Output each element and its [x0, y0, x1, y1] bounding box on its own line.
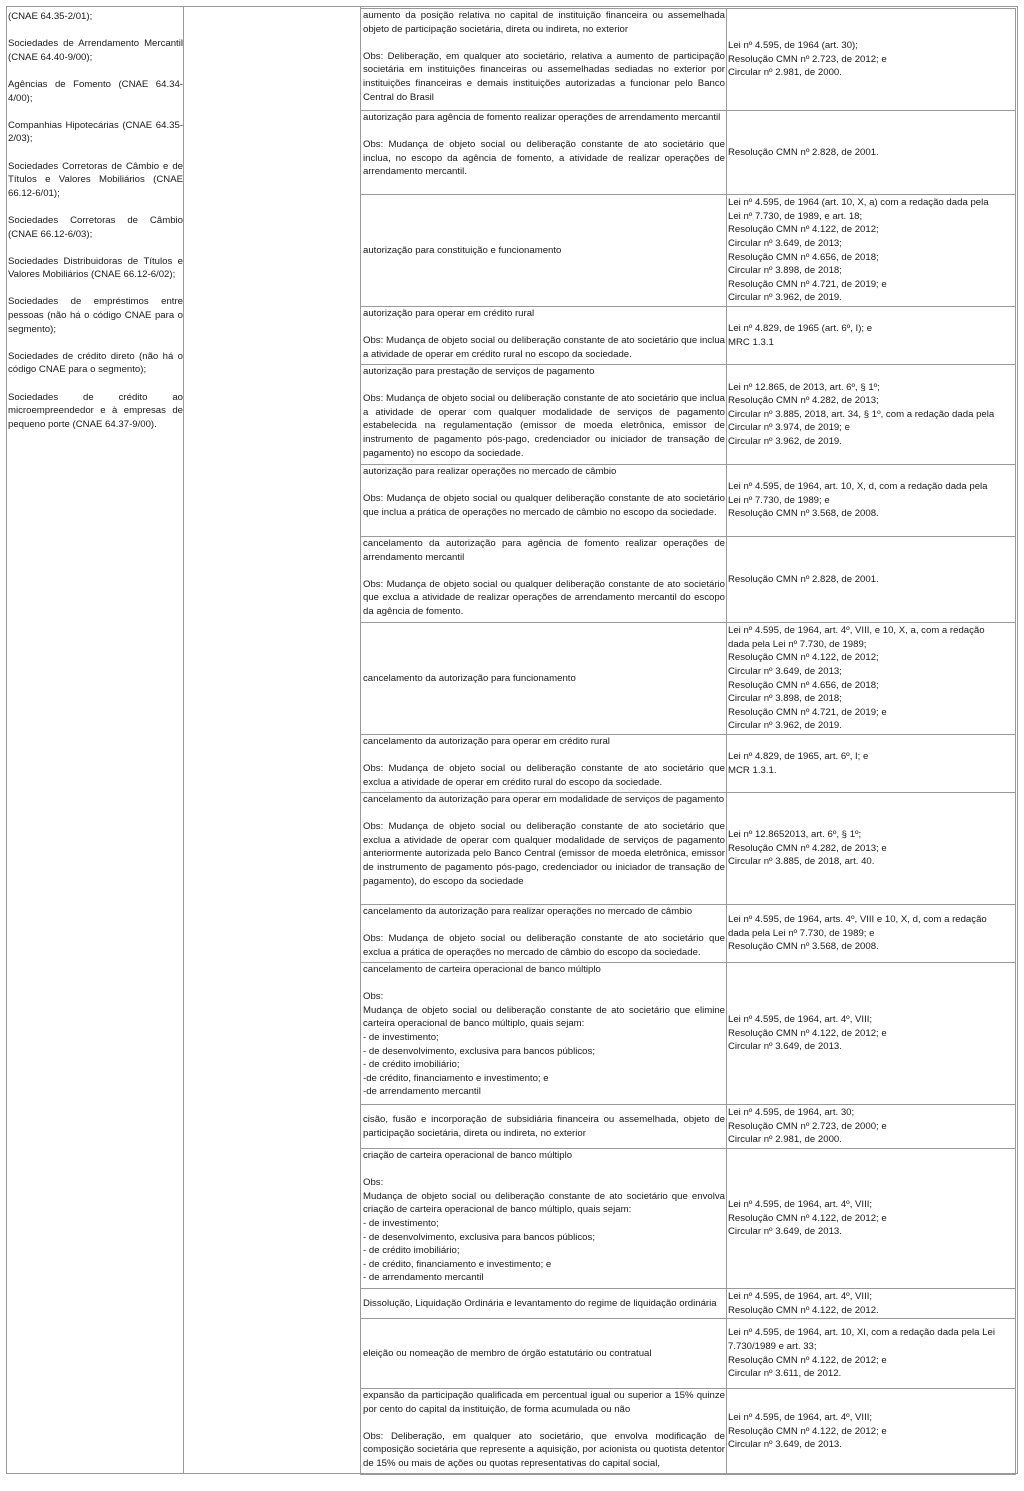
legal-reference: Circular nº 3.649, de 2013;	[728, 237, 842, 249]
table-row	[360, 904, 1016, 963]
cell-divider	[726, 905, 727, 962]
table-row	[360, 1388, 1016, 1475]
legal-basis	[728, 1149, 1016, 1288]
legal-basis	[728, 111, 1016, 194]
table-row	[360, 1288, 1016, 1319]
table-row	[360, 464, 1016, 537]
legal-basis	[728, 307, 1016, 364]
legal-basis	[728, 195, 1016, 306]
table-row	[360, 110, 1016, 195]
table-row	[360, 194, 1016, 307]
legal-reference: Resolução CMN nº 4.122, de 2012; e	[728, 1027, 887, 1039]
legal-reference: Circular nº 3.962, de 2019.	[728, 292, 842, 304]
requirement-description	[363, 1389, 728, 1474]
cell-divider	[726, 1389, 727, 1474]
requirement-note: Mudança de objeto social ou deliberação constante de ato societário que envolva criação de carteira operacional de banco múltiplo, quais sejam:	[363, 1190, 728, 1216]
paragraph-gap	[363, 379, 725, 393]
legal-reference: Lei nº 4.595, de 1964, art. 10, XI, com a redação dada pela Lei	[728, 1327, 995, 1339]
requirement-note: - de crédito imobiliário;	[363, 1059, 460, 1071]
requirement-description	[363, 1319, 725, 1388]
paragraph-gap	[363, 919, 725, 933]
requirement-note: -de arrendamento mercantil	[363, 1086, 481, 1098]
requirement-title: autorização para agência de fomento realizar operações de arrendamento mercantil	[363, 112, 721, 123]
requirement-title: cancelamento da autorização para agência de fomento realizar operações de arrendamento mercantil	[363, 538, 728, 563]
legal-reference: Resolução CMN nº 4.721, de 2019; e	[728, 278, 887, 290]
paragraph-gap	[363, 749, 725, 763]
cell-divider	[726, 365, 727, 464]
legal-reference: Circular nº 2.981, de 2000.	[728, 1134, 842, 1146]
legal-reference: Circular nº 3.649, de 2013.	[728, 1041, 842, 1053]
cell-divider	[726, 793, 727, 904]
requirement-note: - de crédito, financiamento e investimento; e	[363, 1258, 552, 1270]
requirement-title: cancelamento da autorização para realizar operações no mercado de câmbio	[363, 906, 693, 917]
legal-reference: MRC 1.3.1	[728, 336, 774, 348]
legal-basis	[728, 365, 1016, 464]
requirement-note: Obs: Mudança de objeto social ou deliberação constante de ato societário que inclua a atividade de operar em crédito rural no escopo da sociedade.	[363, 335, 728, 360]
paragraph-gap	[363, 977, 725, 991]
legal-reference: Resolução CMN nº 4.122, de 2012; e	[728, 1425, 887, 1437]
cell-divider	[726, 1319, 727, 1388]
legal-reference: Resolução CMN nº 4.656, de 2018;	[728, 679, 879, 691]
legal-basis	[728, 735, 1016, 792]
legal-reference: Resolução CMN nº 4.282, de 2013;	[728, 395, 879, 407]
requirement-description	[363, 111, 728, 194]
legal-reference: dada pela Lei nº 7.730, de 1989;	[728, 638, 867, 650]
legal-reference: Resolução CMN nº 4.721, de 2019; e	[728, 706, 887, 718]
requirement-description	[363, 537, 728, 622]
requirement-description	[363, 963, 728, 1104]
requirement-note: Obs:	[363, 1177, 384, 1189]
legal-reference: Circular nº 3.962, de 2019.	[728, 720, 842, 732]
legal-reference: Circular nº 3.974, de 2019; e	[728, 422, 850, 434]
legal-reference: Resolução CMN nº 4.122, de 2012.	[728, 1304, 879, 1316]
requirement-title: autorização para constituição e funcionamento	[363, 244, 562, 256]
cell-divider	[726, 195, 727, 306]
legal-reference: Lei nº 4.595, de 1964 (art. 10, X, a) com a redação dada pela	[728, 197, 989, 209]
requirement-note: - de crédito imobiliário;	[363, 1245, 460, 1257]
requirement-title: expansão da participação qualificada em percentual igual ou superior a 15% quinze por cento do capital da instituição, de forma acumulada ou não	[363, 1390, 728, 1415]
legal-reference: Circular nº 3.898, de 2018;	[728, 265, 842, 277]
legal-basis	[728, 963, 1016, 1104]
requirement-title: autorização para operar em crédito rural	[363, 308, 535, 319]
table-row	[360, 734, 1016, 793]
legal-reference: Lei nº 4.595, de 1964, art. 10, X, d, com a redação dada pela	[728, 481, 988, 493]
institution-types-column	[8, 10, 183, 445]
requirement-note: Obs:	[363, 991, 384, 1003]
paragraph-gap	[363, 125, 725, 139]
cell-divider	[726, 623, 727, 734]
institution-type-item: (CNAE 64.35-2/01);	[8, 11, 93, 22]
requirement-description	[363, 365, 728, 464]
requirement-note: -de crédito, financiamento e investimento; e	[363, 1072, 549, 1084]
table-row	[360, 364, 1016, 465]
legal-reference: Lei nº 4.595, de 1964, art. 4º, VIII, e 10, X, a, com a redação	[728, 625, 985, 637]
institution-type-item: Sociedades de crédito direto (não há o código CNAE para o segmento);	[8, 350, 183, 376]
institution-type-item: Sociedades Distribuidoras de Títulos e Valores Mobiliários (CNAE 66.12-6/02);	[8, 255, 183, 281]
requirement-note: Obs: Deliberação, em qualquer ato societário, relativa a aumento de participação societária em instituições financeiras ou assemelhadas sediadas no exterior por instituições financeiras e demais instituições autorizadas a funcionar pelo Banco Central do Brasil	[363, 50, 728, 103]
institution-type-item: Sociedades Corretoras de Câmbio e de Títulos e Valores Mobiliários (CNAE 66.12-6/01);	[8, 160, 183, 199]
requirement-title: cancelamento da autorização para operar em crédito rural	[363, 736, 610, 747]
table-row	[360, 962, 1016, 1105]
requirement-note: - de arrendamento mercantil	[363, 1272, 484, 1284]
legal-reference: Resolução CMN nº 4.122, de 2012;	[728, 224, 879, 236]
legal-reference: MCR 1.3.1.	[728, 764, 777, 776]
paragraph-gap	[363, 479, 725, 493]
cell-divider	[726, 111, 727, 194]
requirement-note: Mudança de objeto social ou deliberação constante de ato societário que elimine carteira operacional de banco múltiplo, quais sejam:	[363, 1004, 728, 1030]
legal-basis	[728, 9, 1016, 110]
requirement-description	[363, 195, 725, 306]
legal-reference: Lei nº 12.8652013, art. 6º, § 1º;	[728, 829, 862, 841]
requirement-description	[363, 1105, 728, 1148]
requirement-description	[363, 793, 728, 904]
legal-reference: Lei nº 7.730, de 1989; e	[728, 494, 830, 506]
legal-basis	[728, 905, 1016, 962]
requirement-description	[363, 307, 728, 364]
legal-reference: Lei nº 4.595, de 1964, arts. 4º, VIII e 10, X, d, com a redação	[728, 914, 987, 926]
table-row	[360, 536, 1016, 623]
table-row	[360, 1104, 1016, 1149]
legal-reference: Lei nº 4.595, de 1964, art. 4º, VIII;	[728, 1199, 873, 1211]
requirement-note: Obs: Mudança de objeto social ou deliberação constante de ato societário que exclua a atividade de operar com qualquer modalidade de serviços de pagamento anteriormente autorizada pelo Banco Central (emissor de moeda eletrônica, emissor de instrumento de pagamento pós-pago, credenciador ou iniciador de transação de pagamento), do escopo da sociedade	[363, 821, 728, 887]
legal-reference: Resolução CMN nº 2.723, de 2012; e	[728, 53, 887, 65]
legal-reference: Circular nº 3.649, de 2013.	[728, 1439, 842, 1451]
legal-reference: Resolução CMN nº 4.122, de 2012; e	[728, 1354, 887, 1366]
legal-reference: Resolução CMN nº 2.828, de 2001.	[728, 573, 879, 585]
legal-basis	[728, 793, 1016, 904]
cell-divider	[726, 537, 727, 622]
requirement-note: Obs: Mudança de objeto social ou qualquer deliberação constante de ato societário que inclua a prática de operações no mercado de câmbio no escopo da sociedade.	[363, 493, 728, 518]
requirement-note: - de investimento;	[363, 1217, 439, 1229]
requirement-title: criação de carteira operacional de banco múltiplo	[363, 1150, 573, 1161]
requirement-title: autorização para realizar operações no mercado de câmbio	[363, 466, 617, 477]
legal-reference: Resolução CMN nº 4.122, de 2012;	[728, 652, 879, 664]
institution-type-item: Companhias Hipotecárias (CNAE 64.35-2/03);	[8, 119, 183, 145]
paragraph-gap	[363, 564, 725, 578]
requirement-description	[363, 9, 728, 110]
legal-reference: Lei nº 7.730, de 1989, e art. 18;	[728, 210, 863, 222]
cell-divider	[726, 465, 727, 536]
legal-reference: Lei nº 4.595, de 1964 (art. 30);	[728, 40, 858, 52]
legal-reference: Resolução CMN nº 2.723, de 2000; e	[728, 1120, 887, 1132]
legal-basis	[728, 1289, 1016, 1318]
paragraph-gap	[363, 807, 725, 821]
legal-reference: Resolução CMN nº 4.282, de 2013; e	[728, 842, 887, 854]
requirement-title: eleição ou nomeação de membro de órgão estatutário ou contratual	[363, 1347, 652, 1359]
legal-reference: dada pela Lei nº 7.730, de 1989; e	[728, 927, 875, 939]
paragraph-gap	[363, 36, 725, 50]
legal-reference: Lei nº 4.595, de 1964, art. 30;	[728, 1107, 855, 1119]
legal-reference: Resolução CMN nº 4.656, de 2018;	[728, 251, 879, 263]
table-row	[360, 306, 1016, 365]
legal-reference: Resolução CMN nº 3.568, de 2008.	[728, 508, 879, 520]
cell-divider	[726, 735, 727, 792]
legal-basis	[728, 537, 1016, 622]
legal-reference: Circular nº 3.885, 2018, art. 34, § 1º, com a redação dada pela	[728, 408, 995, 420]
cell-divider	[726, 1105, 727, 1148]
legal-basis	[728, 1319, 1016, 1388]
requirement-title: cancelamento de carteira operacional de banco múltiplo	[363, 964, 601, 975]
legal-reference: Resolução CMN nº 3.568, de 2008.	[728, 941, 879, 953]
requirement-description	[363, 905, 728, 962]
requirement-note: Obs: Mudança de objeto social ou deliberação constante de ato societário que exclua a atividade de operar em crédito rural do escopo da sociedade.	[363, 763, 728, 788]
column-divider	[183, 6, 184, 1474]
institution-type-item: Sociedades de Arrendamento Mercantil (CNAE 64.40-9/00);	[8, 38, 183, 63]
requirement-note: Obs: Mudança de objeto social ou deliberação constante de ato societário que inclua, no escopo da agência de fomento, a atividade de realizar operações de arrendamento mercantil.	[363, 139, 728, 178]
legal-reference: 7.730/1989 e art. 33;	[728, 1340, 817, 1352]
requirement-note: - de investimento;	[363, 1031, 439, 1043]
cell-divider	[726, 9, 727, 110]
legal-reference: Circular nº 2.981, de 2000.	[728, 67, 842, 79]
legal-reference: Resolução CMN nº 2.828, de 2001.	[728, 146, 879, 158]
legal-reference: Lei nº 4.829, de 1965, art. 6º, I; e	[728, 750, 869, 762]
legal-reference: Lei nº 4.595, de 1964, art. 4º, VIII;	[728, 1412, 873, 1424]
legal-basis	[728, 623, 1016, 734]
requirement-note: - de desenvolvimento, exclusiva para bancos públicos;	[363, 1231, 595, 1243]
legal-reference: Circular nº 3.962, de 2019.	[728, 435, 842, 447]
legal-reference: Lei nº 4.595, de 1964, art. 4º, VIII;	[728, 1290, 873, 1302]
legal-reference: Circular nº 3.649, de 2013.	[728, 1226, 842, 1238]
requirement-description	[363, 623, 725, 734]
paragraph-gap	[363, 1416, 725, 1430]
cell-divider	[726, 307, 727, 364]
requirement-note: Obs: Mudança de objeto social ou qualquer deliberação constante de ato societário que exclua a atividade de realizar operações de arrendamento mercantil do escopo da agência de fomento.	[363, 578, 728, 617]
institution-type-item: Agências de Fomento (CNAE 64.34-4/00);	[8, 78, 183, 104]
requirement-title: cancelamento da autorização para funcionamento	[363, 672, 576, 684]
requirement-title: aumento da posição relativa no capital de instituição financeira ou assemelhada objeto de participação societária, direta ou indireta, no exterior	[363, 10, 728, 35]
requirement-description	[363, 735, 728, 792]
legal-reference: Lei nº 4.595, de 1964, art. 4º, VIII;	[728, 1014, 873, 1026]
table-row	[360, 622, 1016, 735]
requirement-note: - de desenvolvimento, exclusiva para bancos públicos;	[363, 1045, 595, 1057]
requirement-note: Obs: Deliberação, em qualquer ato societário, que envolva modificação de composição societária que represente a aquisição, por acionista ou quotista detentor de 15% ou mais de ações ou quotas representativas do capital social,	[363, 1430, 728, 1469]
paragraph-gap	[363, 321, 725, 335]
legal-reference: Circular nº 3.649, de 2013;	[728, 665, 842, 677]
table-row	[360, 1148, 1016, 1289]
legal-reference: Lei nº 4.829, de 1965 (art. 6º, I); e	[728, 322, 873, 334]
legal-reference: Circular nº 3.898, de 2018;	[728, 693, 842, 705]
table-row	[360, 1318, 1016, 1389]
requirement-description	[363, 465, 728, 536]
requirement-description	[363, 1289, 725, 1318]
cell-divider	[726, 1289, 727, 1318]
legal-basis	[728, 465, 1016, 536]
requirement-title: Dissolução, Liquidação Ordinária e levantamento do regime de liquidação ordinária	[363, 1297, 717, 1309]
legal-basis	[728, 1389, 1016, 1474]
requirement-title: cisão, fusão e incorporação de subsidiária financeira ou assemelhada, objeto de participação societária, direta ou indireta, no exterior	[363, 1113, 728, 1139]
legal-basis	[728, 1105, 1016, 1148]
requirement-note: Obs: Mudança de objeto social ou deliberação constante de ato societário que exclua a prática de operações no mercado de câmbio do escopo da sociedade.	[363, 933, 728, 958]
requirement-description	[363, 1149, 728, 1288]
cell-divider	[726, 963, 727, 1104]
legal-reference: Circular nº 3.611, de 2012.	[728, 1368, 842, 1380]
table-row	[360, 792, 1016, 905]
requirement-note: Obs: Mudança de objeto social ou deliberação constante de ato societário que inclua a atividade de operar com qualquer modalidade de serviços de pagamento estabelecida na regulamentação (emissor de moeda eletrônica, emissor de instrumento de pagamento pós-pago, credenciador ou iniciador de transação de pagamento) no escopo da sociedade.	[363, 393, 728, 459]
legal-reference: Lei nº 12.865, de 2013, art. 6º, § 1º;	[728, 381, 880, 393]
requirement-title: autorização para prestação de serviços de pagamento	[363, 366, 595, 377]
table-row	[360, 8, 1016, 111]
institution-type-item: Sociedades Corretoras de Câmbio (CNAE 66.12-6/03);	[8, 214, 183, 240]
requirement-title: cancelamento da autorização para operar em modalidade de serviços de pagamento	[363, 794, 725, 805]
institution-type-item: Sociedades de empréstimos entre pessoas (não há o código CNAE para o segmento);	[8, 296, 183, 335]
cell-divider	[726, 1149, 727, 1288]
institution-type-item: Sociedades de crédito ao microempreendedor e à empresas de pequeno porte (CNAE 64.37-9/00).	[8, 391, 183, 430]
paragraph-gap	[363, 1163, 725, 1177]
legal-reference: Circular nº 3.885, de 2018, art. 40.	[728, 856, 875, 868]
legal-reference: Resolução CMN nº 4.122, de 2012; e	[728, 1212, 887, 1224]
